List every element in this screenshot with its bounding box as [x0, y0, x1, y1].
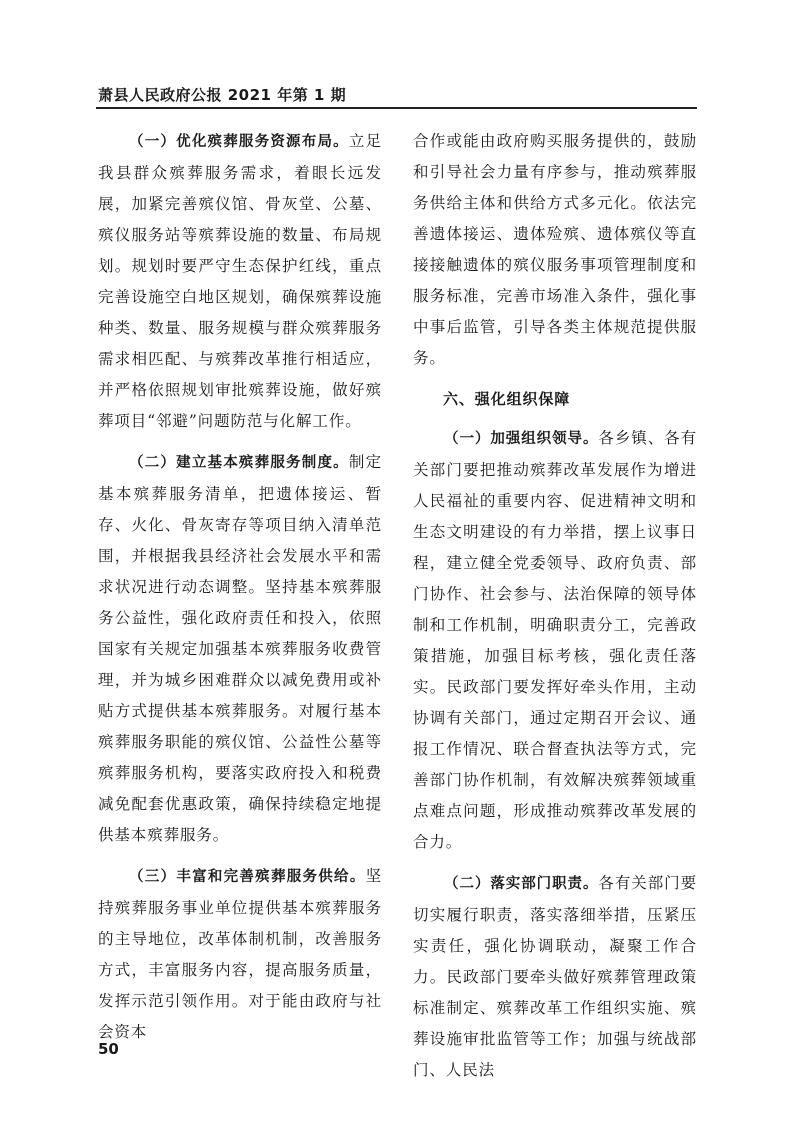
paragraph-text: 各有关部门要切实履行职责，落实落细举措，压紧压实责任，强化协调联动，凝聚工作合力。民政部门要牵头做好殡葬管理政策标准制定、殡葬改革工作组织实施、殡葬设施审批监管等工作；加强与统战部门、人民法 — [413, 874, 698, 1079]
paragraph-lead: （一）加强组织领导。 — [444, 431, 599, 447]
right-column — [413, 126, 697, 1096]
paragraph-text: 立足我县群众殡葬服务需求，着眼长远发展，加紧完善殡仪馆、骨灰堂、公墓、殡仪服务站等殡葬设施的数量、布局规划。规划时要严守生态保护红线，重点完善设施空白地区规划，确保殡葬设施种类、数量、服务规模与群众殡葬服务需求相匹配、与殡葬改革推行相适应，并严格依照规划审批殡葬设施，做好殡葬项目“邻避”问题防范与化解工作。 — [98, 132, 382, 430]
left-column — [98, 126, 382, 1058]
paragraph-text: 制定基本殡葬服务清单，把遗体接运、暂存、火化、骨灰寄存等项目纳入清单范围，并根据我县经济社会发展水平和需求状况进行动态调整。坚持基本殡葬服务公益性，强化政府责任和投入，依照国家有关规定加强基本殡葬服务收费管理，并为城乡困难群众以减免费用或补贴方式提供基本殡葬服务。对履行基本殡葬服务职能的殡仪馆、公益性公墓等殡葬服务机构，要落实政府投入和税费减免配套优惠政策，确保持续稳定地提供基本殡葬服务。 — [98, 453, 382, 844]
page-number: 50 — [98, 1040, 119, 1058]
paragraph-optimize-layout — [98, 126, 382, 437]
paragraph-service-supply — [98, 861, 382, 1048]
paragraph-lead: （三）丰富和完善殡葬服务供给。 — [129, 869, 366, 885]
paragraph-organization-leadership — [413, 423, 697, 858]
publication-header: 萧县人民政府公报 2021 年第 1 期 — [98, 86, 347, 104]
paragraph-text: 坚持殡葬服务事业单位提供基本殡葬服务的主导地位，改革体制机制，改善服务方式，丰富服务内容，提高服务质量，发挥示范引领作用。对于能由政府与社会资本 — [98, 867, 382, 1041]
paragraph-text: 各乡镇、各有关部门要把推动殡葬改革发展作为增进人民福祉的重要内容、促进精神文明和生态文明建设的有力举措，摆上议事日程，建立健全党委领导、政府负责、部门协作、社会参与、法治保障的领导体制和工作机制，明确职责分工，完善政策措施，加强目标考核，强化责任落实。民政部门要发挥好牵头作用，主动协调有关部门，通过定期召开会议、通报工作情况、联合督查执法等方式，完善部门协作机制，有效解决殡葬领域重点难点问题，形成推动殡葬改革发展的合力。 — [413, 429, 698, 851]
paragraph-lead: （二）建立基本殡葬服务制度。 — [129, 455, 349, 471]
section-heading: 六、强化组织保障 — [443, 390, 571, 408]
paragraph-lead: （一）优化殡葬服务资源布局。 — [129, 134, 349, 150]
paragraph-basic-service-system — [98, 447, 382, 851]
paragraph-service-supply-continued: 合作或能由政府购买服务提供的，鼓励和引导社会力量有序参与，推动殡葬服务供给主体和供给方式多元化。依法完善遗体接运、遗体殓殡、遗体殡仪等直接接触遗体的殡仪服务事项管理制度和服务标准，完善市场准入条件，强化事中事后监管，引导各类主体规范提供服务。 — [413, 132, 697, 367]
paragraph-department-duties — [413, 868, 697, 1086]
paragraph-lead: （二）落实部门职责。 — [444, 876, 599, 892]
header-divider — [96, 107, 697, 109]
